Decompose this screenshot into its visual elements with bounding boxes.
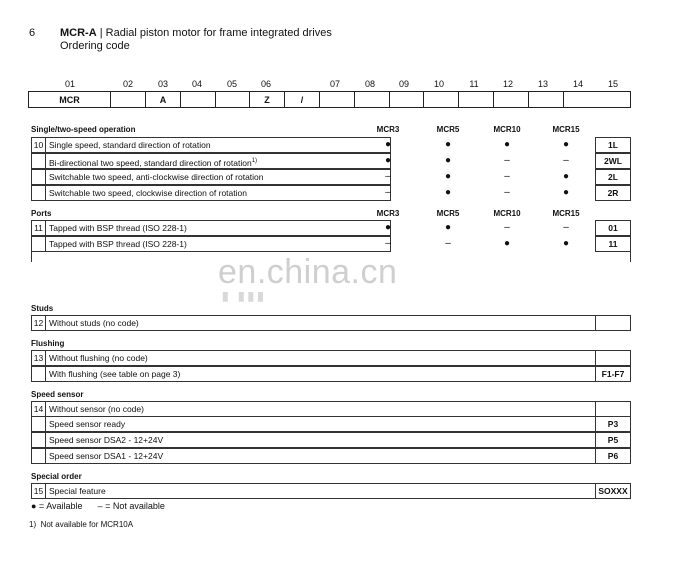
- code-cell-07: /: [284, 91, 320, 108]
- col-header-mcr10: MCR10: [493, 125, 521, 134]
- legend-available: ● = Available: [31, 501, 83, 511]
- option-description: Speed sensor ready: [45, 416, 596, 432]
- option-row: [31, 401, 631, 417]
- option-code: SOXXX: [595, 483, 631, 499]
- avail-mcr3: ●: [384, 155, 392, 166]
- option-row: [31, 137, 631, 153]
- option-code: P5: [595, 432, 631, 448]
- code-pos-05: 05: [226, 79, 237, 89]
- footnote-marker: 1): [251, 158, 258, 164]
- option-description: Without sensor (no code): [45, 401, 596, 417]
- option-code: [595, 401, 631, 417]
- option-code: 2R: [595, 185, 631, 201]
- avail-mcr10: ●: [503, 139, 511, 150]
- code-pos-14: 14: [572, 79, 583, 89]
- col-header-mcr5: MCR5: [436, 125, 460, 134]
- col-header-mcr3: MCR3: [376, 209, 400, 218]
- code-pos-13: 13: [537, 79, 548, 89]
- option-number: [31, 448, 46, 464]
- code-cell-04: [180, 91, 216, 108]
- option-row: [31, 169, 631, 185]
- section-title-special: Special order: [31, 472, 82, 481]
- section-title-flushing: Flushing: [31, 339, 65, 348]
- avail-mcr10: –: [504, 155, 510, 166]
- option-code: 01: [595, 220, 631, 236]
- option-code: [595, 350, 631, 366]
- code-pos-06: 06: [260, 79, 271, 89]
- option-number: [31, 366, 46, 382]
- code-pos-11: 11: [469, 79, 479, 89]
- option-row: [31, 366, 631, 382]
- option-row: [31, 432, 631, 448]
- code-pos-09: 09: [398, 79, 409, 89]
- code-cell-05: [215, 91, 250, 108]
- option-description: [45, 153, 391, 169]
- avail-mcr15: ●: [562, 187, 570, 198]
- code-cell-14: [528, 91, 564, 108]
- option-code: 11: [595, 236, 631, 252]
- ordering-code-row: [28, 91, 631, 109]
- avail-mcr3: ●: [384, 222, 392, 233]
- avail-mcr3: –: [385, 171, 391, 182]
- col-header-mcr15: MCR15: [552, 209, 580, 218]
- avail-mcr10: –: [504, 187, 510, 198]
- code-pos-01: 01: [64, 79, 75, 89]
- code-cell-09: [354, 91, 390, 108]
- avail-mcr15: –: [563, 222, 569, 233]
- avail-mcr15: ●: [562, 139, 570, 150]
- option-row: [31, 350, 631, 366]
- option-number: 12: [31, 315, 46, 331]
- avail-mcr3: ●: [384, 139, 392, 150]
- avail-mcr3: –: [385, 187, 391, 198]
- option-description: Without flushing (no code): [45, 350, 596, 366]
- option-row: [31, 448, 631, 464]
- section-title-speed: Single/two-speed operation: [31, 125, 136, 134]
- option-description: Without studs (no code): [45, 315, 596, 331]
- option-row: [31, 416, 631, 432]
- legend: [31, 501, 165, 511]
- option-row: [31, 236, 631, 252]
- option-code: F1-F7: [595, 366, 631, 382]
- code-cell-06: Z: [249, 91, 285, 108]
- watermark-dots: ▮ ▮▮▮: [222, 289, 267, 303]
- avail-mcr5: ●: [444, 222, 452, 233]
- option-number: [31, 432, 46, 448]
- option-number: 13: [31, 350, 46, 366]
- code-pos-04: 04: [191, 79, 202, 89]
- option-number: 11: [31, 220, 46, 236]
- page-number: 6: [29, 27, 36, 39]
- code-cell-15: [563, 91, 631, 108]
- watermark-text: en.china.cn: [218, 253, 398, 291]
- code-pos-15: 15: [607, 79, 618, 89]
- option-description: Tapped with BSP thread (ISO 228-1): [45, 220, 391, 236]
- option-code: 1L: [595, 137, 631, 153]
- avail-mcr10: –: [504, 171, 510, 182]
- section-title-studs: Studs: [31, 304, 54, 313]
- avail-mcr3: –: [385, 238, 391, 249]
- avail-mcr5: ●: [444, 139, 452, 150]
- code-position-numbers: [28, 79, 631, 91]
- title-separator: |: [99, 27, 103, 39]
- page-subtitle: Ordering code: [60, 40, 130, 52]
- section-title-ports: Ports: [31, 209, 52, 218]
- code-cell-12: [458, 91, 494, 108]
- option-code: 2WL: [595, 153, 631, 169]
- option-description: Speed sensor DSA2 - 12+24V: [45, 432, 596, 448]
- col-header-mcr10: MCR10: [493, 209, 521, 218]
- option-number: [31, 185, 46, 201]
- page-title: [60, 27, 332, 39]
- avail-mcr5: –: [445, 238, 451, 249]
- code-cell-01: MCR: [28, 91, 111, 108]
- option-code: 2L: [595, 169, 631, 185]
- col-header-mcr5: MCR5: [436, 209, 460, 218]
- avail-mcr15: ●: [562, 171, 570, 182]
- code-pos-10: 10: [433, 79, 444, 89]
- option-number: 14: [31, 401, 46, 417]
- code-pos-02: 02: [122, 79, 133, 89]
- option-description: Switchable two speed, clockwise direction of rotation: [45, 185, 391, 201]
- code-cell-08: [319, 91, 355, 108]
- avail-mcr5: ●: [444, 187, 452, 198]
- option-number: [31, 169, 46, 185]
- option-number: [31, 416, 46, 432]
- col-header-mcr15: MCR15: [552, 125, 580, 134]
- option-number: [31, 236, 46, 252]
- option-number: 15: [31, 483, 46, 499]
- code-pos-03: 03: [157, 79, 168, 89]
- col-header-mcr3: MCR3: [376, 125, 400, 134]
- option-description: Special feature: [45, 483, 596, 499]
- code-cell-03: A: [145, 91, 181, 108]
- title-text: Radial piston motor for frame integrated drives: [105, 27, 332, 39]
- code-pos-07: 07: [329, 79, 340, 89]
- avail-mcr5: ●: [444, 155, 452, 166]
- option-row: [31, 315, 631, 331]
- section-title-sensor: Speed sensor: [31, 390, 84, 399]
- option-description: Switchable two speed, anti-clockwise direction of rotation: [45, 169, 391, 185]
- code-pos-08: 08: [364, 79, 375, 89]
- footnote: [29, 520, 133, 529]
- option-description: With flushing (see table on page 3): [45, 366, 596, 382]
- avail-mcr10: ●: [503, 238, 511, 249]
- option-description: Speed sensor DSA1 - 12+24V: [45, 448, 596, 464]
- option-code: [595, 315, 631, 331]
- option-description: Tapped with BSP thread (ISO 228-1): [45, 236, 391, 252]
- option-code: P6: [595, 448, 631, 464]
- option-number: 10: [31, 137, 46, 153]
- product-name: MCR-A: [60, 27, 97, 39]
- option-number: [31, 153, 46, 169]
- option-description-text: Bi-directional two speed, standard direction of rotation: [49, 157, 252, 168]
- code-pos-12: 12: [502, 79, 513, 89]
- legend-not-available: – = Not available: [97, 501, 165, 511]
- footnote-mark: 1): [29, 520, 37, 529]
- avail-mcr15: ●: [562, 238, 570, 249]
- avail-mcr10: –: [504, 222, 510, 233]
- code-cell-11: [423, 91, 459, 108]
- avail-mcr5: ●: [444, 171, 452, 182]
- option-row: [31, 185, 631, 201]
- option-row: [31, 220, 631, 236]
- option-row: [31, 153, 631, 169]
- footnote-text: Not available for MCR10A: [40, 520, 134, 529]
- code-cell-02: [110, 91, 146, 108]
- option-row: [31, 483, 631, 499]
- code-cell-13: [493, 91, 529, 108]
- option-description: Single speed, standard direction of rotation: [45, 137, 391, 153]
- avail-mcr15: –: [563, 155, 569, 166]
- code-cell-10: [389, 91, 424, 108]
- option-code: P3: [595, 416, 631, 432]
